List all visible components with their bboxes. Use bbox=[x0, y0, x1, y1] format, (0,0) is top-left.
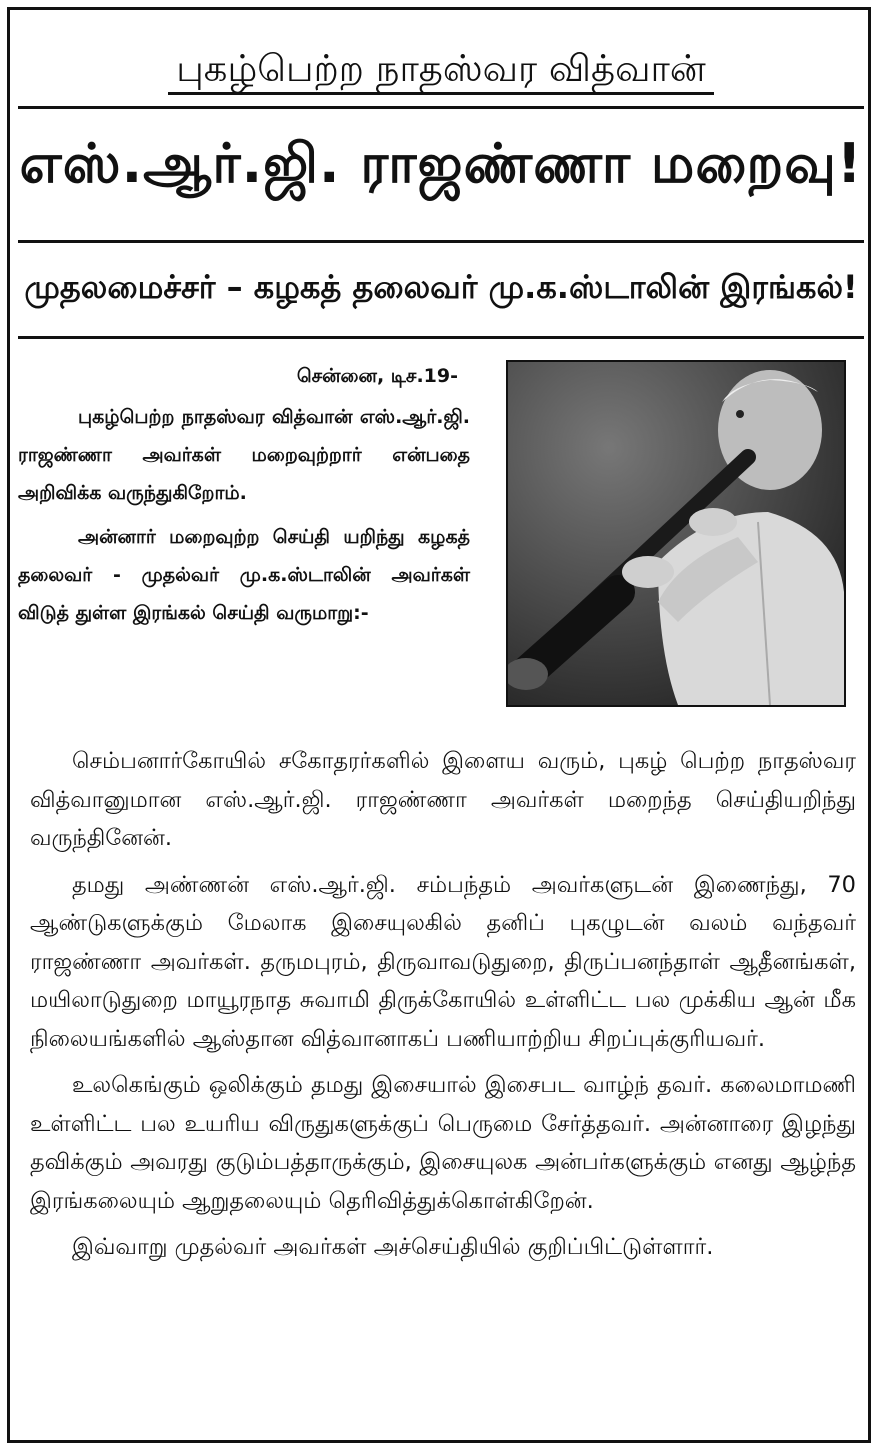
intro-paragraph: புகழ்பெற்ற நாதஸ்வர வித்வான் எஸ்.ஆர்.ஜி. ராஜண்ணா அவர்கள் மறைவுற்றார் என்பதை அறிவிக்க வருந்துகிறோம். bbox=[18, 406, 470, 504]
headline: எஸ்.ஆர்.ஜி. ராஜண்ணா மறைவு! bbox=[19, 132, 863, 195]
statement-body bbox=[30, 742, 856, 1275]
intro-paragraph: அன்னார் மறைவுற்ற செய்தி யறிந்து கழகத் தலைவர் - முதல்வர் மு.க.ஸ்டாலின் அவர்கள் விடுத் துள்ள இரங்கல் செய்தி வருமாறு:- bbox=[18, 526, 470, 624]
intro-column bbox=[18, 356, 470, 638]
divider-bottom bbox=[18, 336, 864, 339]
body-paragraph: இவ்வாறு முதல்வர் அவர்கள் அச்செய்தியில் குறிப்பிட்டுள்ளார். bbox=[72, 1234, 714, 1260]
portrait-photo bbox=[506, 360, 846, 707]
body-paragraph: உலகெங்கும் ஒலிக்கும் தமது இசையால் இசைபட வாழ்ந் தவர். கலைமாமணி உள்ளிட்ட பல உயரிய விருதுகளுக்குப் பெருமை சேர்த்தவர். அன்னாரை இழந்து தவிக்கும் அவரது குடும்பத்தாருக்கும், இசையுலக அன்பர்களுக்கும் எனது ஆழ்ந்த இரங்கலையும் ஆறுதலையும் தெரிவித்துக்கொள்கிறேன். bbox=[30, 1072, 856, 1214]
body-paragraph: செம்பனார்கோயில் சகோதரர்களில் இளைய வரும், புகழ் பெற்ற நாதஸ்வர வித்வானுமான எஸ்.ஆர்.ஜி. ராஜண்ணா அவர்கள் மறைந்த செய்தியறிந்து வருந்தினேன். bbox=[30, 748, 856, 851]
body-paragraph: தமது அண்ணன் எஸ்.ஆர்.ஜி. சம்பந்தம் அவர்களுடன் இணைந்து, 70 ஆண்டுகளுக்கும் மேலாக இசையுலகில் தனிப் புகழுடன் வலம் வந்தவர் ராஜண்ணா அவர்கள். தருமபுரம், திருவாவடுதுறை, திருப்பனந்தாள் ஆதீனங்கள், மயிலாடுதுறை மாயூரநாத சுவாமி திருக்கோயில் உள்ளிட்ட பல முக்கிய ஆன் மீக நிலையங்களில் ஆஸ்தான வித்வானாகப் பணியாற்றிய சிறப்புக்குரியவர். bbox=[30, 871, 856, 1052]
divider-middle bbox=[18, 240, 864, 243]
musician-photo bbox=[508, 362, 844, 705]
subheadline: முதலமைச்சர் – கழகத் தலைவர் மு.க.ஸ்டாலின் இரங்கல்! bbox=[24, 268, 858, 306]
kicker-heading: புகழ்பெற்ற நாதஸ்வர வித்வான் bbox=[0, 44, 882, 94]
dateline: சென்னை, டிச.19- bbox=[296, 365, 458, 387]
divider-top bbox=[18, 106, 864, 109]
